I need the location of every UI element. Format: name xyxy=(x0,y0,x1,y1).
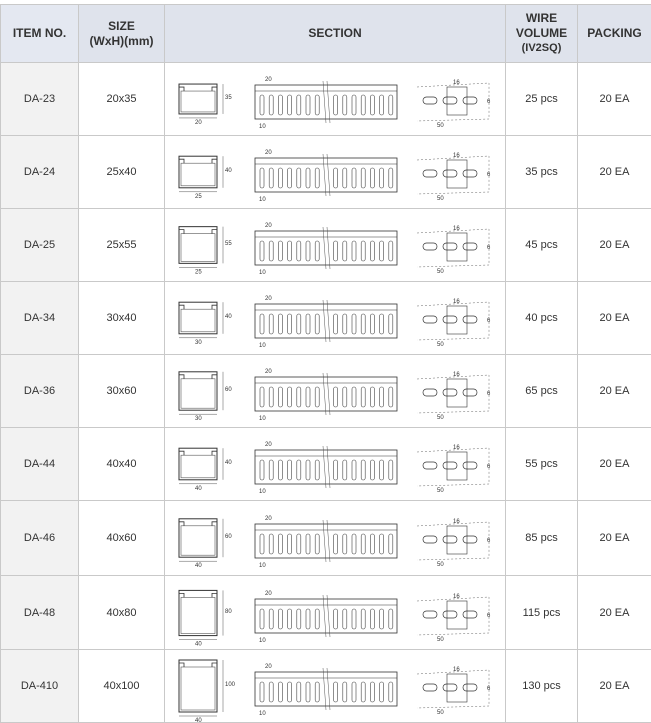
section-drawing-cell xyxy=(165,282,506,355)
table-row xyxy=(1,209,651,282)
hole-dia-label: 6 xyxy=(487,318,491,324)
hole-pitch-label: 50 xyxy=(437,637,444,643)
section-drawing xyxy=(165,650,506,722)
hole-span-label: 16 xyxy=(453,153,460,159)
profile-height-label: 35 xyxy=(225,95,232,101)
profile-width-label: 30 xyxy=(195,416,202,422)
header-row xyxy=(1,5,651,63)
side-elevation-drawing xyxy=(255,369,397,422)
hole-pitch-label: 50 xyxy=(437,710,444,716)
hole-dia-label: 6 xyxy=(487,391,491,397)
profile-width-label: 40 xyxy=(195,486,202,492)
table-row xyxy=(1,650,651,723)
slot-gap-label: 10 xyxy=(259,343,266,349)
header-size-line1: SIZE xyxy=(79,19,164,34)
pitch-label: 20 xyxy=(265,442,272,448)
hole-span-label: 16 xyxy=(453,594,460,600)
section-drawing-cell xyxy=(165,428,506,501)
hole-pitch-label: 50 xyxy=(437,123,444,129)
wire-volume-cell: 115 pcs xyxy=(506,576,578,650)
packing-cell: 20 EA xyxy=(578,428,651,501)
profile-height-label: 80 xyxy=(225,609,232,615)
slot-gap-label: 10 xyxy=(259,563,266,569)
profile-drawing xyxy=(179,84,232,126)
hole-pattern-drawing xyxy=(417,519,491,568)
section-drawing-cell xyxy=(165,501,506,576)
pitch-label: 20 xyxy=(265,369,272,375)
section-drawing-cell xyxy=(165,650,506,723)
hole-span-label: 16 xyxy=(453,299,460,305)
table-row xyxy=(1,136,651,209)
profile-height-label: 40 xyxy=(225,314,232,320)
slot-gap-label: 10 xyxy=(259,416,266,422)
slot-gap-label: 10 xyxy=(259,270,266,276)
hole-dia-label: 6 xyxy=(487,538,491,544)
wire-volume-cell: 25 pcs xyxy=(506,63,578,136)
hole-pitch-label: 50 xyxy=(437,196,444,202)
section-drawing-cell xyxy=(165,576,506,650)
table-row xyxy=(1,501,651,576)
hole-span-label: 16 xyxy=(453,372,460,378)
profile-height-label: 40 xyxy=(225,460,232,466)
section-drawing-cell xyxy=(165,209,506,282)
hole-pattern-drawing xyxy=(417,445,491,494)
size-cell: 30x40 xyxy=(79,282,165,355)
section-drawing xyxy=(165,502,506,574)
side-elevation-drawing xyxy=(255,442,397,495)
profile-width-label: 30 xyxy=(195,340,202,346)
size-cell: 40x60 xyxy=(79,501,165,576)
profile-drawing xyxy=(179,302,232,346)
packing-cell: 20 EA xyxy=(578,355,651,428)
profile-width-label: 25 xyxy=(195,194,202,200)
section-drawing xyxy=(165,136,506,208)
packing-cell: 20 EA xyxy=(578,136,651,209)
hole-pattern-drawing xyxy=(417,226,491,275)
profile-width-label: 40 xyxy=(195,718,202,722)
header-wire-volume xyxy=(506,5,578,63)
section-drawing xyxy=(165,577,506,649)
table-row xyxy=(1,428,651,501)
packing-cell: 20 EA xyxy=(578,501,651,576)
hole-pitch-label: 50 xyxy=(437,342,444,348)
item-no-cell: DA-36 xyxy=(1,355,79,428)
section-drawing xyxy=(165,63,506,135)
item-no-cell: DA-410 xyxy=(1,650,79,723)
header-wire-line3: (IV2SQ) xyxy=(506,41,577,56)
product-spec-table xyxy=(0,4,651,723)
pitch-label: 20 xyxy=(265,516,272,522)
side-elevation-drawing xyxy=(255,516,397,569)
hole-dia-label: 6 xyxy=(487,686,491,692)
pitch-label: 20 xyxy=(265,77,272,83)
hole-pattern-drawing xyxy=(417,372,491,421)
pitch-label: 20 xyxy=(265,150,272,156)
section-drawing xyxy=(165,355,506,427)
table-row xyxy=(1,576,651,650)
item-no-cell: DA-46 xyxy=(1,501,79,576)
hole-pattern-drawing xyxy=(417,667,491,716)
wire-volume-cell: 130 pcs xyxy=(506,650,578,723)
size-cell: 30x60 xyxy=(79,355,165,428)
hole-span-label: 16 xyxy=(453,519,460,525)
section-drawing xyxy=(165,428,506,500)
hole-pitch-label: 50 xyxy=(437,415,444,421)
table-row xyxy=(1,355,651,428)
size-cell: 40x80 xyxy=(79,576,165,650)
slot-gap-label: 10 xyxy=(259,197,266,203)
hole-pattern-drawing xyxy=(417,594,491,643)
table-body xyxy=(1,63,651,723)
section-drawing-cell xyxy=(165,355,506,428)
profile-drawing xyxy=(179,227,232,276)
profile-drawing xyxy=(179,660,236,722)
side-elevation-drawing xyxy=(255,296,397,349)
hole-pattern-drawing xyxy=(417,299,491,348)
hole-span-label: 16 xyxy=(453,445,460,451)
pitch-label: 20 xyxy=(265,591,272,597)
packing-cell: 20 EA xyxy=(578,650,651,723)
header-section: SECTION xyxy=(165,5,506,63)
section-drawing-cell xyxy=(165,136,506,209)
pitch-label: 20 xyxy=(265,664,272,670)
profile-drawing xyxy=(179,519,232,569)
hole-pitch-label: 50 xyxy=(437,562,444,568)
packing-cell: 20 EA xyxy=(578,576,651,650)
table-row xyxy=(1,63,651,136)
size-cell: 25x55 xyxy=(79,209,165,282)
section-drawing xyxy=(165,282,506,354)
hole-dia-label: 6 xyxy=(487,464,491,470)
slot-gap-label: 10 xyxy=(259,638,266,644)
profile-height-label: 100 xyxy=(225,682,236,688)
size-cell: 40x100 xyxy=(79,650,165,723)
profile-drawing xyxy=(179,590,232,647)
header-wire-line2: VOLUME xyxy=(506,26,577,41)
profile-height-label: 60 xyxy=(225,387,232,393)
hole-dia-label: 6 xyxy=(487,245,491,251)
item-no-cell: DA-25 xyxy=(1,209,79,282)
profile-height-label: 40 xyxy=(225,168,232,174)
side-elevation-drawing xyxy=(255,150,397,203)
packing-cell: 20 EA xyxy=(578,63,651,136)
wire-volume-cell: 85 pcs xyxy=(506,501,578,576)
wire-volume-cell: 35 pcs xyxy=(506,136,578,209)
side-elevation-drawing xyxy=(255,664,397,717)
header-packing: PACKING xyxy=(578,5,651,63)
header-size-line2: (WxH)(mm) xyxy=(79,34,164,49)
hole-span-label: 16 xyxy=(453,667,460,673)
item-no-cell: DA-48 xyxy=(1,576,79,650)
hole-pattern-drawing xyxy=(417,80,491,129)
pitch-label: 20 xyxy=(265,296,272,302)
profile-height-label: 55 xyxy=(225,241,232,247)
header-item-no: ITEM NO. xyxy=(1,5,79,63)
pitch-label: 20 xyxy=(265,223,272,229)
header-size xyxy=(79,5,165,63)
size-cell: 20x35 xyxy=(79,63,165,136)
hole-dia-label: 6 xyxy=(487,613,491,619)
hole-pattern-drawing xyxy=(417,153,491,202)
wire-volume-cell: 45 pcs xyxy=(506,209,578,282)
packing-cell: 20 EA xyxy=(578,209,651,282)
item-no-cell: DA-24 xyxy=(1,136,79,209)
slot-gap-label: 10 xyxy=(259,711,266,717)
side-elevation-drawing xyxy=(255,77,397,130)
profile-drawing xyxy=(179,156,232,200)
section-drawing xyxy=(165,209,506,281)
wire-volume-cell: 40 pcs xyxy=(506,282,578,355)
hole-dia-label: 6 xyxy=(487,172,491,178)
profile-width-label: 40 xyxy=(195,641,202,647)
hole-span-label: 16 xyxy=(453,80,460,86)
profile-width-label: 25 xyxy=(195,269,202,275)
header-wire-line1: WIRE xyxy=(506,11,577,26)
profile-width-label: 40 xyxy=(195,563,202,569)
slot-gap-label: 10 xyxy=(259,489,266,495)
side-elevation-drawing xyxy=(255,223,397,276)
size-cell: 40x40 xyxy=(79,428,165,501)
profile-width-label: 20 xyxy=(195,120,202,126)
item-no-cell: DA-34 xyxy=(1,282,79,355)
wire-volume-cell: 65 pcs xyxy=(506,355,578,428)
section-drawing-cell xyxy=(165,63,506,136)
hole-pitch-label: 50 xyxy=(437,269,444,275)
table-row xyxy=(1,282,651,355)
slot-gap-label: 10 xyxy=(259,124,266,130)
hole-dia-label: 6 xyxy=(487,99,491,105)
hole-pitch-label: 50 xyxy=(437,488,444,494)
item-no-cell: DA-44 xyxy=(1,428,79,501)
profile-height-label: 60 xyxy=(225,534,232,540)
wire-volume-cell: 55 pcs xyxy=(506,428,578,501)
profile-drawing xyxy=(179,372,232,422)
hole-span-label: 16 xyxy=(453,226,460,232)
side-elevation-drawing xyxy=(255,591,397,644)
item-no-cell: DA-23 xyxy=(1,63,79,136)
packing-cell: 20 EA xyxy=(578,282,651,355)
profile-drawing xyxy=(179,448,232,492)
size-cell: 25x40 xyxy=(79,136,165,209)
